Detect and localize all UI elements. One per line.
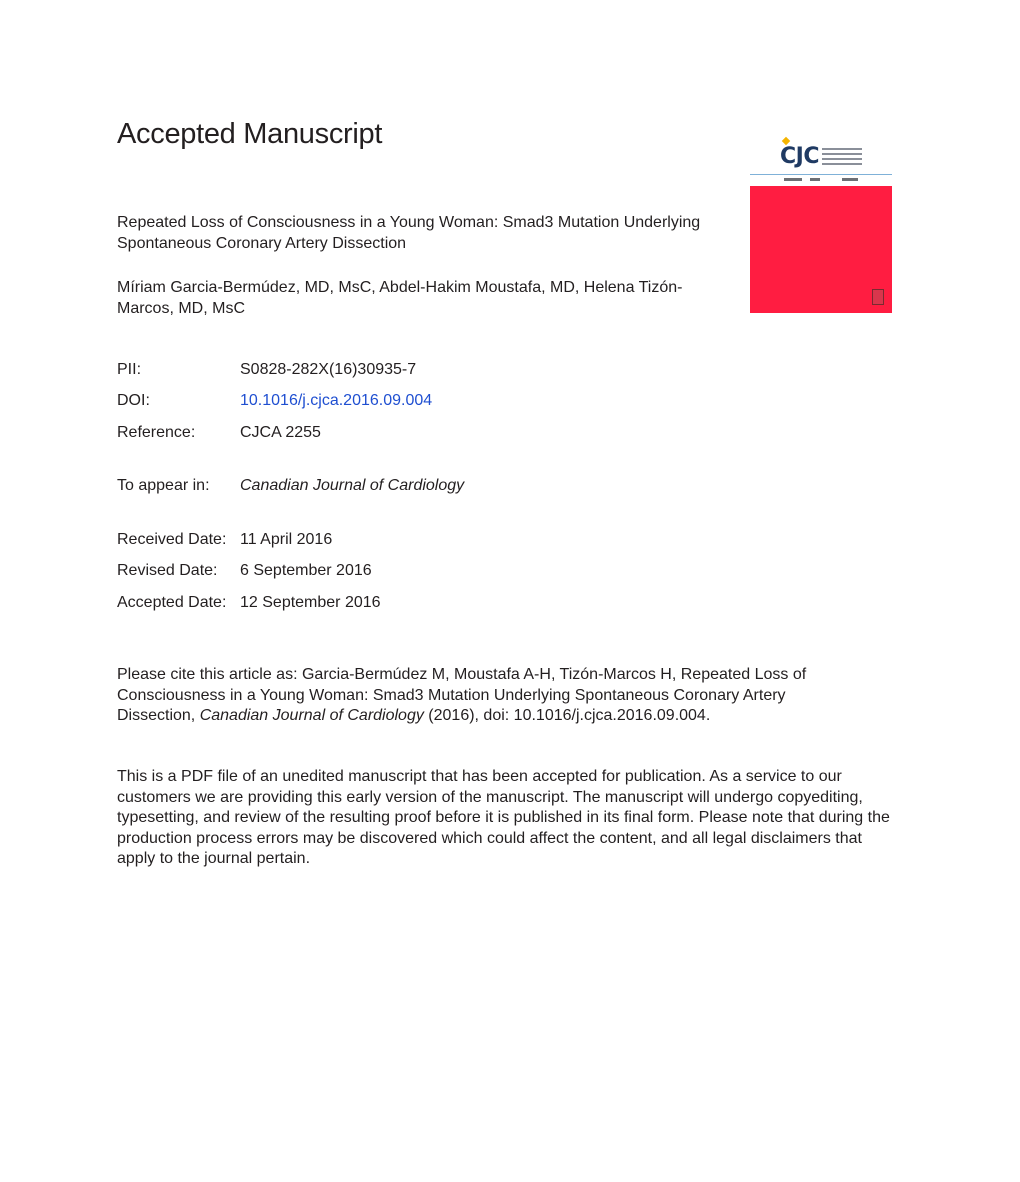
meta-label: Revised Date: [117, 562, 218, 579]
meta-label: Accepted Date: [117, 594, 227, 611]
meta-label: Reference: [117, 424, 196, 441]
meta-value: 6 September 2016 [240, 562, 372, 579]
meta-label: Received Date: [117, 531, 227, 548]
meta-label: PII: [117, 361, 142, 378]
disclaimer-paragraph: This is a PDF file of an unedited manuscript that has been accepted for publication. As a service to our customers we are providing this early version of the manuscript. The manuscript will undergo copyediting, typesetting, and review of the resulting proof before it is published in its final form. Please note that during the production process errors may be discovered which could affect the content, and all legal disclaimers that apply to the journal pertain. [117, 768, 890, 867]
journal-cover-thumbnail [750, 136, 892, 313]
journal-name: Canadian Journal of Cardiology [240, 477, 465, 494]
journal-logo: CJC [780, 144, 819, 169]
cover-art [750, 186, 892, 313]
meta-label: DOI: [117, 392, 150, 409]
cover-header [750, 136, 892, 174]
citation-paragraph [117, 665, 857, 727]
meta-label: To appear in: [117, 477, 210, 494]
citation-text: Please cite this article as: Garcia-Bermúdez M, Moustafa A-H, Tizón-Marcos H, Repeated Loss of Consciousness in a Young Woman: Smad3 Mutation Underlying Spontaneous Coronary Artery Dissection, [117, 666, 807, 724]
meta-value: 11 April 2016 [240, 531, 333, 548]
citation-journal: Canadian Journal of Cardiology [199, 707, 424, 724]
citation-doi: (2016), doi: 10.1016/j.cjca.2016.09.004. [423, 707, 711, 724]
logo-tagline-lines [822, 148, 862, 168]
meta-value: S0828-282X(16)30935-7 [240, 361, 417, 378]
doi-link[interactable]: 10.1016/j.cjca.2016.09.004 [240, 392, 433, 409]
meta-value: CJCA 2255 [240, 424, 321, 441]
article-authors: Míriam Garcia-Bermúdez, MD, MsC, Abdel-Hakim Moustafa, MD, Helena Tizón-Marcos, MD, MsC [117, 279, 683, 317]
page-heading: Accepted Manuscript [117, 118, 383, 150]
publisher-emblem-icon [872, 289, 884, 305]
meta-value: 12 September 2016 [240, 594, 381, 611]
article-title: Repeated Loss of Consciousness in a Young Woman: Smad3 Mutation Underlying Spontaneous Coronary Artery Dissection [117, 214, 701, 252]
